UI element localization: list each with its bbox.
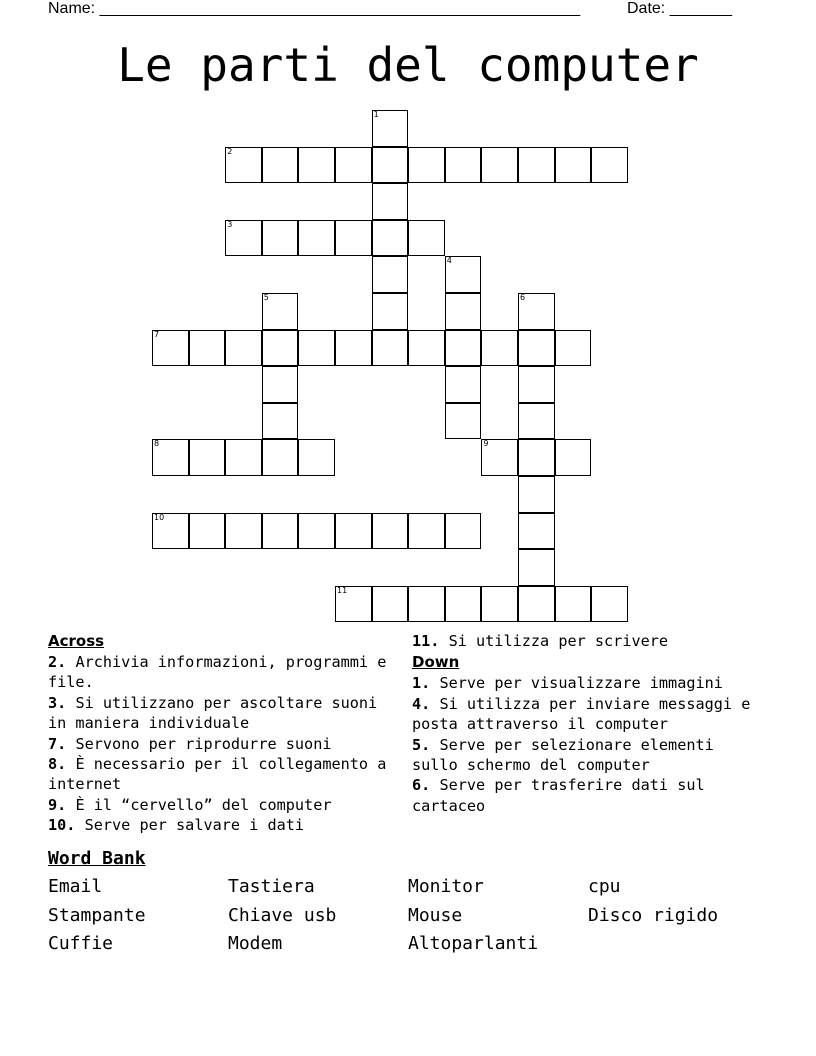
grid-cell[interactable] [262, 293, 299, 330]
clue-number: 7 [154, 329, 160, 339]
grid-cell[interactable] [481, 330, 518, 367]
grid-cell[interactable] [262, 366, 299, 403]
grid-cell[interactable] [298, 439, 335, 476]
word-bank-item: Monitor [408, 876, 484, 897]
grid-cell[interactable] [298, 513, 335, 550]
word-bank-item: Mouse [408, 905, 463, 926]
clue-number: 4 [446, 256, 452, 266]
across-clue: 9. È il “cervello” del computer [48, 795, 332, 814]
grid-cell[interactable] [408, 330, 445, 367]
grid-cell[interactable] [481, 147, 518, 184]
across-clue: 11. Si utilizza per scrivere [412, 632, 669, 650]
grid-cell[interactable] [518, 147, 555, 184]
grid-cell[interactable] [518, 330, 555, 367]
grid-cell[interactable] [372, 513, 409, 550]
clue-number: 8 [154, 439, 160, 449]
word-bank-title: Word Bank [48, 848, 146, 869]
grid-cell[interactable] [189, 439, 226, 476]
clue-number: 10 [154, 512, 165, 522]
grid-cell[interactable] [445, 403, 482, 440]
grid-cell[interactable] [189, 513, 226, 550]
down-clue: 4. Si utilizza per inviare messaggi e posta attraverso il computer [412, 694, 751, 734]
grid-cell[interactable] [445, 330, 482, 367]
down-clue: 6. Serve per trasferire dati sul cartaceo [412, 776, 705, 815]
page-title: Le parti del computer [117, 38, 699, 92]
grid-cell[interactable] [518, 366, 555, 403]
grid-cell[interactable] [225, 330, 262, 367]
grid-cell[interactable] [298, 220, 335, 257]
word-bank-item: Tastiera [228, 876, 315, 897]
clue-number: 5 [263, 293, 269, 302]
grid-cell[interactable] [372, 256, 409, 293]
grid-cell[interactable] [225, 147, 262, 184]
grid-cell[interactable] [335, 147, 372, 184]
grid-cell[interactable] [262, 147, 299, 184]
grid-cell[interactable] [518, 586, 555, 623]
grid-cell[interactable] [262, 330, 299, 367]
grid-cell[interactable] [445, 293, 482, 330]
word-bank-item: Modem [228, 933, 283, 954]
word-bank-item: Disco rigido [588, 905, 719, 926]
grid-cell[interactable] [445, 586, 482, 623]
word-bank-item: Cuffie [48, 933, 114, 954]
grid-cell[interactable] [372, 220, 409, 257]
grid-cell[interactable] [189, 330, 226, 367]
word-bank-item: Email [48, 876, 103, 897]
grid-cell[interactable] [555, 330, 592, 367]
word-bank-item: Altoparlanti [408, 933, 539, 954]
grid-cell[interactable] [372, 110, 409, 147]
clue-number: 6 [520, 293, 526, 302]
clue-number: 1 [373, 110, 379, 119]
word-bank-item: cpu [588, 876, 621, 897]
grid-cell[interactable] [335, 330, 372, 367]
grid-cell[interactable] [408, 513, 445, 550]
grid-cell[interactable] [555, 586, 592, 623]
grid-cell[interactable] [262, 439, 299, 476]
name-field-line: Name: ______________________________________________________ [48, 0, 581, 17]
across-clue: 7. Servono per riprodurre suoni [48, 734, 332, 753]
grid-cell[interactable] [518, 549, 555, 586]
grid-cell[interactable] [262, 513, 299, 550]
date-field-line: Date: _______ [627, 0, 732, 17]
down-clue: 1. Serve per visualizzare immagini [412, 674, 723, 693]
grid-cell[interactable] [262, 220, 299, 257]
grid-cell[interactable] [298, 330, 335, 367]
word-bank-item: Stampante [48, 905, 146, 926]
grid-cell[interactable] [555, 147, 592, 184]
grid-cell[interactable] [372, 183, 409, 220]
grid-cell[interactable] [335, 513, 372, 550]
grid-cell[interactable] [445, 366, 482, 403]
grid-cell[interactable] [152, 513, 189, 550]
grid-cell[interactable] [445, 513, 482, 550]
grid-cell[interactable] [408, 220, 445, 257]
grid-cell[interactable] [591, 147, 628, 184]
grid-cell[interactable] [372, 330, 409, 367]
grid-cell[interactable] [335, 586, 372, 623]
grid-cell[interactable] [445, 147, 482, 184]
down-heading: Down [412, 653, 460, 672]
grid-cell[interactable] [408, 586, 445, 623]
clue-number: 9 [483, 439, 489, 449]
grid-cell[interactable] [445, 256, 482, 293]
grid-cell[interactable] [372, 293, 409, 330]
clue-number: 3 [227, 219, 233, 229]
clue-number: 2 [227, 146, 233, 156]
grid-cell[interactable] [518, 293, 555, 330]
grid-cell[interactable] [152, 330, 189, 367]
across-heading: Across [48, 632, 105, 650]
grid-cell[interactable] [408, 147, 445, 184]
clue-number: 11 [337, 585, 348, 595]
grid-cell[interactable] [335, 220, 372, 257]
grid-cell[interactable] [225, 220, 262, 257]
across-clue: 10. Serve per salvare i dati [48, 816, 305, 835]
grid-cell[interactable] [225, 513, 262, 550]
grid-cell[interactable] [481, 586, 518, 623]
down-clue: 5. Serve per selezionare elementi sullo schermo del computer [412, 735, 714, 775]
down-clues [412, 631, 762, 816]
across-clue: 2. Archivia informazioni, programmi e file. [48, 653, 387, 692]
across-clue: 8. È necessario per il collegamento a internet [48, 755, 387, 794]
grid-cell[interactable] [372, 586, 409, 623]
across-clues [48, 630, 398, 836]
grid-cell[interactable] [481, 439, 518, 476]
word-bank-item: Chiave usb [228, 905, 337, 926]
grid-cell[interactable] [555, 439, 592, 476]
grid-cell[interactable] [372, 147, 409, 184]
grid-cell[interactable] [152, 439, 189, 476]
grid-cell[interactable] [262, 403, 299, 440]
grid-cell[interactable] [518, 403, 555, 440]
grid-cell[interactable] [518, 476, 555, 513]
grid-cell[interactable] [518, 439, 555, 476]
grid-cell[interactable] [298, 147, 335, 184]
grid-cell[interactable] [518, 513, 555, 550]
across-clue: 3. Si utilizzano per ascoltare suoni in maniera individuale [48, 693, 378, 733]
grid-cell[interactable] [225, 439, 262, 476]
grid-cell[interactable] [591, 586, 628, 623]
